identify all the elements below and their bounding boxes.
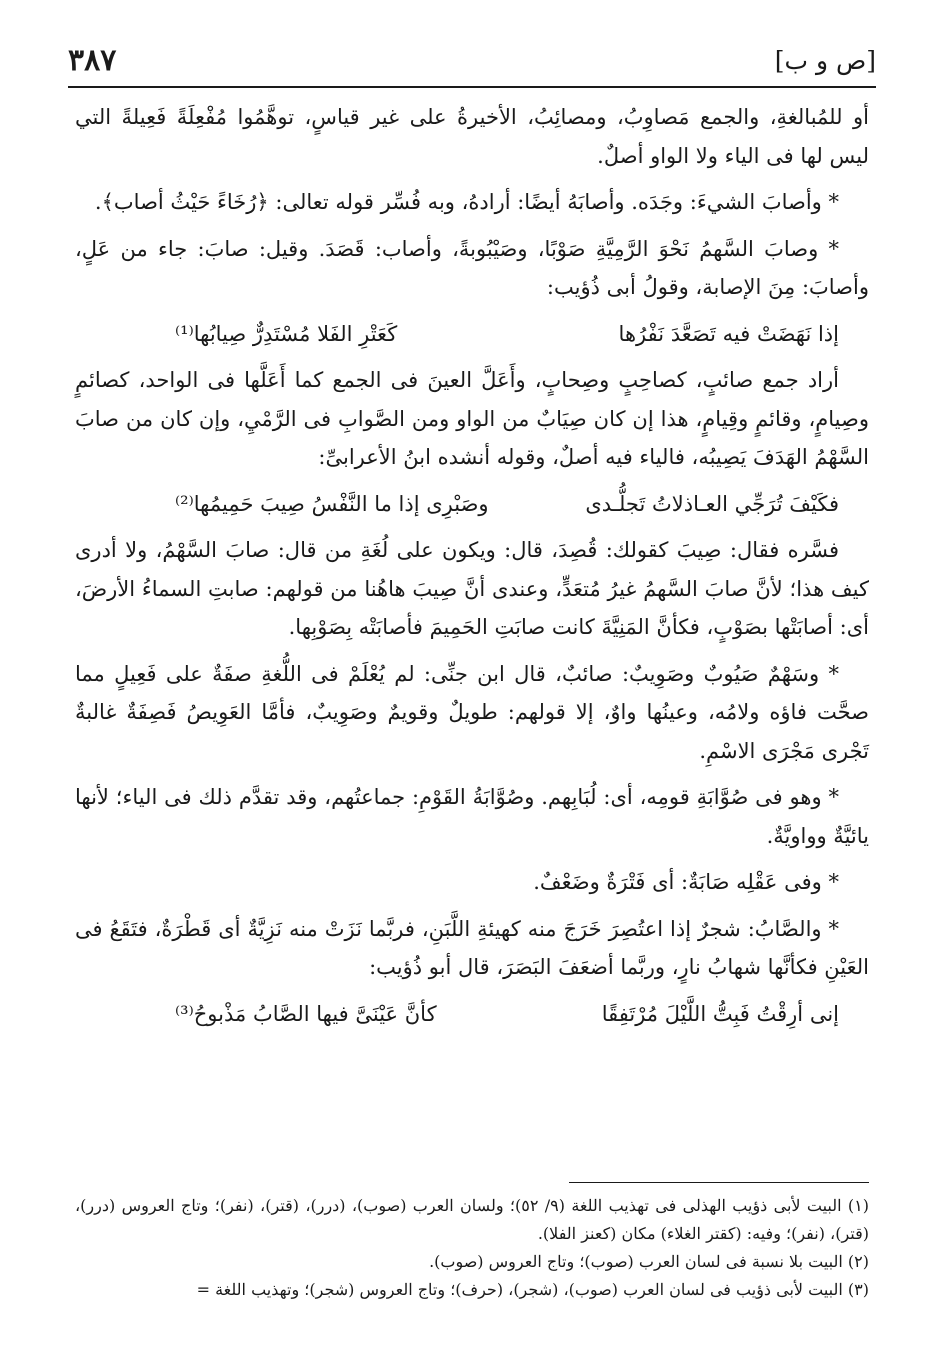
footnote: (٢) البيت بلا نسبة فى لسان العرب (صوب)؛ وتاج العروس (صوب). <box>429 1252 869 1271</box>
verse-line <box>75 485 869 524</box>
paragraph: أو للمُبالغةِ، والجمع مَصاوِبُ، ومصائِبُ، الأخيرةُ على غير قياسٍ، توهَّمُوا مُفْعِلَةً فَعِيلةً التي ليس لها فى الياء ولا الواو أصلٌ. <box>75 105 869 168</box>
footnote: (١) البيت لأبى ذؤيب الهذلى فى تهذيب اللغة (٩/ ٥٢)؛ ولسان العرب (صوب)، (درر)، (قتر)، (نفر)؛ وتاج العروس (درر)، (قتر)، (نفر)؛ وفيه: (كقتر الغلاء) مكان (كعنز الفلا). <box>75 1196 869 1243</box>
header-rule <box>68 86 876 88</box>
paragraph: * وصابَ السَّهمُ نَحْوَ الرَّمِيَّةِ صَوْبًا، وصَيْبُوبةً، وأصاب: قَصَدَ. وقيل: صابَ: جاء من عَلٍ، وأصابَ: مِنَ الإصابة، وقولُ أبى ذُؤيب: <box>75 236 869 299</box>
verse-hemistich-first: إذا نَهَضَتْ فيه تَصَعَّدَ نَفْرُها <box>618 321 839 346</box>
footnote-rule <box>569 1182 869 1183</box>
paragraph: * وسَهْمٌ صَيُوبٌ وصَوِيبٌ: صائبٌ، قال ابن جنِّى: لم يُعْلَمْ فى اللُّغةِ صفَةٌ على فَعِيلٍ مما صحَّت فاؤه ولامُه، وعينُها واوٌ، إلا قولهم: طويلٌ وقويمٌ وصَوِيبٌ، فأمَّا العَوِيصُ فَصِفَةٌ غالبةٌ تَجْرى مَجْرَى الاسْمِ. <box>75 661 869 763</box>
verse-line <box>75 315 869 354</box>
footnote: (٣) البيت لأبى ذؤيب فى لسان العرب (صوب)، (شجر)، (حرف)؛ وتاج العروس (شجر)؛ وتهذيب اللغة = <box>196 1280 869 1299</box>
page-number: ٣٨٧ <box>68 42 117 78</box>
paragraph: * وهو فى صُوَّابَةِ قومِه، أى: لُبَابِهم. وصُوَّابَةُ القَوْمِ: جماعتُهم، وقد تقدَّم ذلك فى الياء؛ لأنها يائيَّةٌ وواويَّةٌ. <box>75 785 869 848</box>
verse-line <box>75 995 869 1034</box>
verse-hemistich-first: إنى أرِقْتُ فَبِتُّ اللَّيْلَ مُرْتَفِقًا <box>601 1001 839 1026</box>
main-text <box>75 98 869 1041</box>
verse-hemistich-first: فكَيْفَ تُرَجِّي العـاذلاتُ تَجلُّـدى <box>585 491 839 516</box>
paragraph: أراد جمع صائبٍ، كصاحِبٍ وصِحابٍ، وأَعَلَّ العينَ فى الجمع كما أَعَلَّها فى الواحد، كصائمٍ وصِيامٍ، وقائمٍ وقِيامٍ، هذا إن كان صِيَابٌ من الواو ومن الصَّوابِ فى الرَّمْيِ، وإن كان من صابَ السَّهْمُ الهَدَفَ يَصِيبُه، فالياء فيه أصلٌ، وقوله أنشده ابنُ الأعرابىِّ: <box>75 368 869 469</box>
verse-hemistich-second: كَعَتْرِ الفَلا مُسْتَدِرٌّ صِيابُها⁽¹⁾ <box>175 321 398 346</box>
paragraph: * وأصابَ الشيءَ: وجَدَه. وأصابَهُ أيضًا: أرادهُ، وبه فُسِّر قوله تعالى: ﴿رُخَاءً حَيْثُ أصاب﴾. <box>94 190 839 214</box>
verse-hemistich-second: وصَبْرِى إذا ما النَّفْسُ صِيبَ حَمِيمُها⁽²⁾ <box>175 491 489 516</box>
footnotes <box>75 1192 869 1304</box>
verse-hemistich-second: كأنَّ عَيْنَىَّ فيها الصَّابُ مَذْبوحُ⁽³⁾ <box>175 1001 437 1026</box>
paragraph: * والصَّابُ: شجرٌ إذا اعتُصِرَ خَرَجَ منه كهيئةِ اللَّبَنِ، فربَّما نَزَتْ منه نَزِيَّةٌ أى قَطْرَةٌ، فتَقَعُ فى العَيْنِ فكأنَّها شهابُ نارٍ، وربَّما أضعَفَ البَصَرَ، قال أبو ذُؤيب: <box>75 916 869 979</box>
paragraph: * وفى عَقْلِه صَابَةٌ: أى فَتْرَةٌ وضَعْفٌ. <box>533 870 839 894</box>
running-head: [ص و ب] <box>774 45 876 75</box>
page-header <box>68 38 876 82</box>
paragraph: فسَّره فقال: صِيبَ كقولك: قُصِدَ، قال: ويكون على لُغَةِ من قال: صابَ السَّهْمُ، ولا أدرى كيف هذا؛ لأنَّ صابَ السَّهمُ غيرُ مُتعَدٍّ، وعندى أنَّ صِيبَ هاهُنا من قولهم: صابتِ السماءُ الأرضَ، أى: أصابَتْها بصَوْبٍ، فكأنَّ المَنِيَّةَ كانت صابَتِ الحَمِيمَ فأصابَتْه بِصَوْبِها. <box>75 538 869 639</box>
